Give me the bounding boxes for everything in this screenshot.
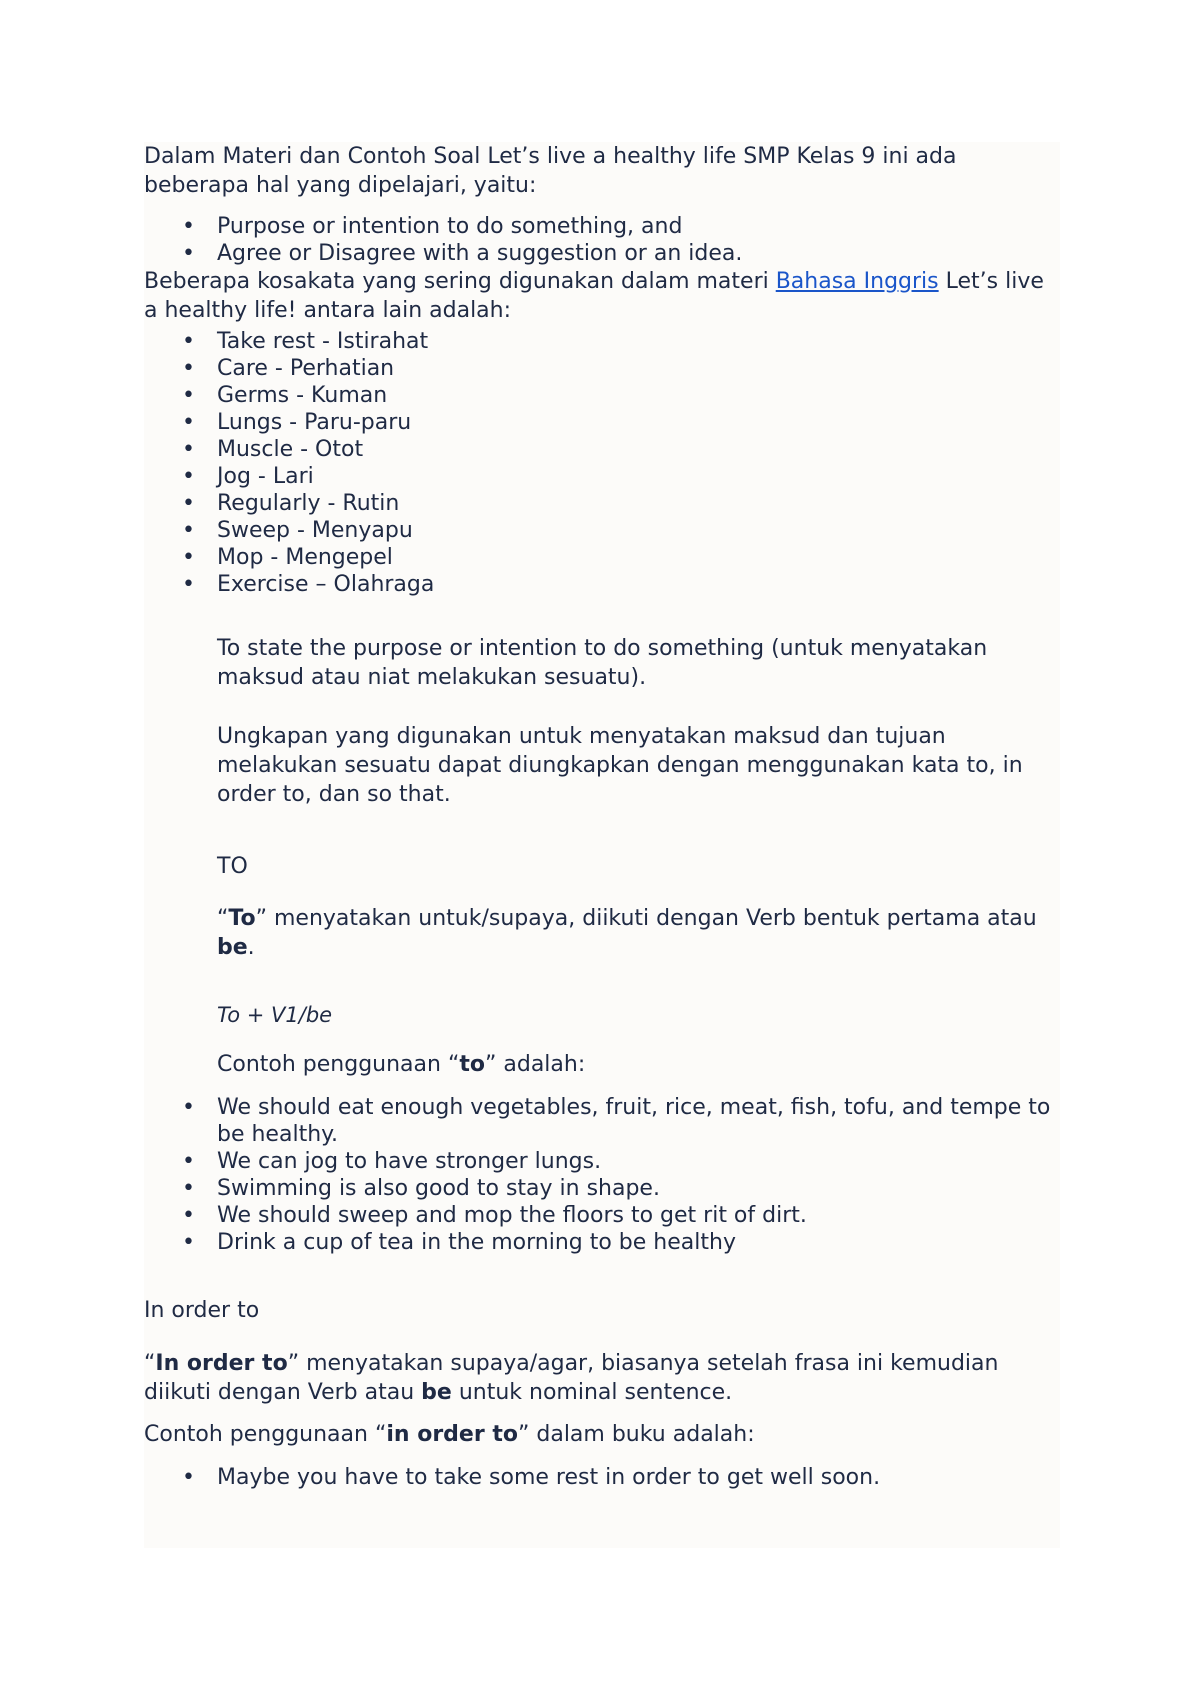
open-quote: “ xyxy=(144,1351,156,1376)
in-order-to-example-intro xyxy=(144,1420,1060,1449)
to-examples-list xyxy=(144,1094,1060,1256)
to-example-intro xyxy=(217,1050,1060,1079)
open-quote: “ xyxy=(217,906,229,931)
example-item: • Swimming is also good to stay in shape. xyxy=(144,1175,1060,1202)
vocab-item: • Muscle - Otot xyxy=(144,436,1060,463)
vocab-intro-text: Beberapa kosakata yang sering digunakan dalam materi xyxy=(144,269,776,294)
be-keyword: be xyxy=(421,1380,452,1405)
purpose-expression: Ungkapan yang digunakan untuk menyatakan maksud dan tujuan melakukan sesuatu dapat diungkapkan dengan menggunakan kata to, in order to, dan so that. xyxy=(217,724,1023,807)
example-item: • We can jog to have stronger lungs. xyxy=(144,1148,1060,1175)
list-item: • Purpose or intention to do something, and xyxy=(144,213,1060,240)
in-order-to-examples-list xyxy=(144,1464,1060,1491)
intro-paragraph: Dalam Materi dan Contoh Soal Let’s live a healthy life SMP Kelas 9 ini ada beberapa hal yang dipelajari, yaitu: xyxy=(144,144,957,198)
example-item: • We should eat enough vegetables, fruit, rice, meat, fish, tofu, and tempe to be healthy. xyxy=(144,1094,1060,1148)
vocab-intro-paragraph xyxy=(144,267,1060,325)
to-formula: To + V1/be xyxy=(217,1003,333,1027)
purpose-statement: To state the purpose or intention to do something (untuk menyatakan maksud atau niat melakukan sesuatu). xyxy=(217,636,988,690)
in-order-to-keyword: In order to xyxy=(155,1351,288,1376)
vocab-intro-text-end: Let’s live a healthy life! antara lain adalah: xyxy=(144,269,1044,323)
bahasa-inggris-link[interactable]: Bahasa Inggris xyxy=(775,269,939,294)
vocab-item: • Jog - Lari xyxy=(144,463,1060,490)
example-item: • We should sweep and mop the floors to get rit of dirt. xyxy=(144,1202,1060,1229)
to-heading: TO xyxy=(217,854,248,879)
example-intro-text: Contoh penggunaan “ xyxy=(144,1422,387,1447)
to-explanation-block xyxy=(144,634,1060,1079)
in-order-to-text-end: untuk nominal sentence. xyxy=(451,1380,733,1405)
vocab-item: • Take rest - Istirahat xyxy=(144,328,1060,355)
vocab-item: • Germs - Kuman xyxy=(144,382,1060,409)
document-body xyxy=(144,142,1060,1548)
in-order-to-heading: In order to xyxy=(144,1298,260,1323)
example-intro-text-end: ” adalah: xyxy=(484,1052,586,1077)
to-description-text: ” menyatakan untuk/supaya, diikuti dengan Verb bentuk pertama atau xyxy=(255,906,1037,931)
vocab-item: • Lungs - Paru-paru xyxy=(144,409,1060,436)
be-keyword: be xyxy=(217,935,248,960)
period: . xyxy=(247,935,255,960)
vocab-item: • Regularly - Rutin xyxy=(144,490,1060,517)
example-intro-text-end: ” dalam buku adalah: xyxy=(517,1422,755,1447)
example-intro-text: Contoh penggunaan “ xyxy=(217,1052,460,1077)
list-item: • Agree or Disagree with a suggestion or an idea. xyxy=(144,240,1060,267)
vocab-item: • Sweep - Menyapu xyxy=(144,517,1060,544)
topics-list xyxy=(144,213,1060,267)
vocab-item: • Care - Perhatian xyxy=(144,355,1060,382)
to-keyword-example: to xyxy=(459,1052,485,1077)
to-keyword: To xyxy=(228,906,256,931)
vocab-list xyxy=(144,328,1060,598)
vocab-item: • Mop - Mengepel xyxy=(144,544,1060,571)
vocab-item: • Exercise – Olahraga xyxy=(144,571,1060,598)
in-order-to-description xyxy=(144,1349,1060,1407)
example-item: • Maybe you have to take some rest in order to get well soon. xyxy=(144,1464,1060,1491)
in-order-to-text: ” menyatakan supaya/agar, biasanya setelah frasa ini kemudian diikuti dengan Verb atau xyxy=(144,1351,999,1405)
in-order-to-keyword-example: in order to xyxy=(386,1422,518,1447)
example-item: • Drink a cup of tea in the morning to be healthy xyxy=(144,1229,1060,1256)
to-description xyxy=(217,904,1060,962)
